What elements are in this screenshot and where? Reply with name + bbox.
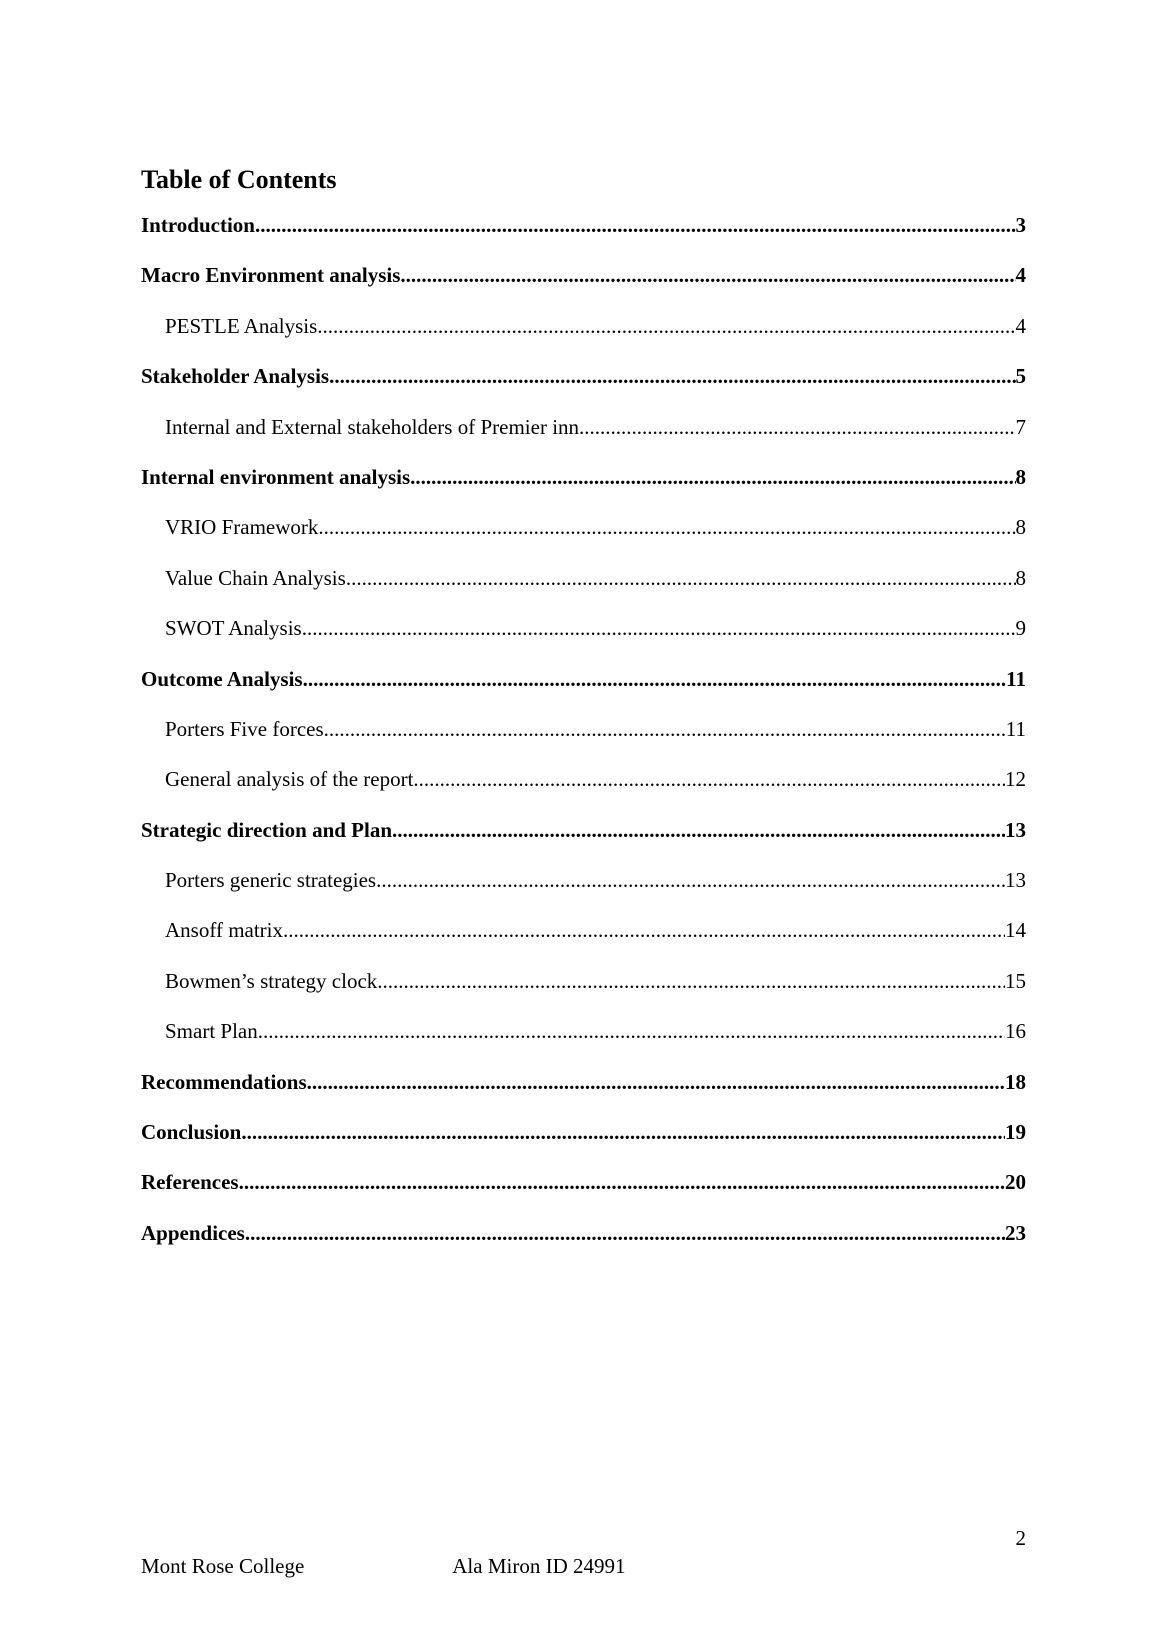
toc-entry-label: VRIO Framework [165, 515, 319, 540]
toc-entry-label: Stakeholder Analysis [141, 364, 330, 389]
toc-dot-leader [400, 259, 1015, 291]
toc-entry[interactable] [141, 259, 1026, 309]
toc-entry-label: Value Chain Analysis [165, 565, 346, 590]
toc-entry[interactable] [141, 1166, 1026, 1216]
toc-entry-page: 13 [1005, 817, 1026, 842]
toc-dot-leader [245, 1217, 1005, 1249]
toc-entry-label: Appendices [141, 1220, 245, 1245]
toc-entry[interactable] [141, 965, 1026, 1015]
toc-entry-label: Macro Environment analysis [141, 263, 401, 288]
toc-entry-page: 8 [1015, 515, 1026, 540]
footer-college: Mont Rose College [141, 1554, 305, 1578]
toc-entry-label: Recommendations [141, 1069, 307, 1094]
toc-dot-leader [413, 763, 1005, 795]
toc-dot-leader [376, 864, 1005, 896]
toc-entry-label: SWOT Analysis [165, 616, 302, 641]
toc-entry-label: Internal environment analysis [141, 464, 411, 489]
toc-entry-page: 7 [1015, 414, 1026, 439]
toc-entry[interactable] [141, 511, 1026, 561]
page-number: 2 [1015, 1526, 1026, 1550]
toc-dot-leader [317, 310, 1015, 342]
toc-entry[interactable] [141, 360, 1026, 410]
toc-dot-leader [258, 1015, 1005, 1047]
toc-entry-page: 9 [1015, 616, 1026, 641]
toc-entry-label: Ansoff matrix [165, 918, 284, 943]
toc-entry[interactable] [141, 713, 1026, 763]
toc-title: Table of Contents [141, 165, 337, 194]
toc-dot-leader [329, 360, 1015, 392]
toc-dot-leader [318, 511, 1015, 543]
page-footer [141, 1552, 625, 1580]
toc-entry[interactable] [141, 562, 1026, 612]
toc-dot-leader [283, 914, 1005, 946]
toc-entries-list [141, 209, 1026, 1267]
toc-dot-leader [392, 814, 1005, 846]
toc-entry-label: Porters Five forces [165, 716, 324, 741]
toc-entry-page: 8 [1015, 565, 1026, 590]
toc-entry[interactable] [141, 612, 1026, 662]
toc-entry[interactable] [141, 209, 1026, 259]
toc-dot-leader [579, 411, 1015, 443]
toc-entry-page: 12 [1005, 767, 1026, 792]
toc-entry-label: Internal and External stakeholders of Premier inn [165, 414, 580, 439]
toc-entry-page: 18 [1005, 1069, 1026, 1094]
toc-entry-label: Porters generic strategies [165, 868, 377, 893]
toc-dot-leader [377, 965, 1005, 997]
footer-author: Ala Miron ID 24991 [452, 1554, 626, 1578]
toc-entry-page: 4 [1015, 263, 1026, 288]
toc-entry-page: 14 [1005, 918, 1026, 943]
toc-entry-page: 15 [1005, 968, 1026, 993]
toc-entry-page: 3 [1015, 213, 1026, 237]
toc-entry-page: 20 [1005, 1170, 1026, 1195]
toc-entry-page: 13 [1005, 868, 1026, 893]
toc-entry-page: 19 [1005, 1120, 1026, 1145]
toc-entry[interactable] [141, 411, 1026, 461]
toc-entry[interactable] [141, 864, 1026, 914]
toc-entry-label: References [141, 1170, 239, 1195]
toc-entry[interactable] [141, 1066, 1026, 1116]
toc-entry[interactable] [141, 1015, 1026, 1065]
toc-entry-page: 5 [1015, 364, 1026, 389]
toc-entry[interactable] [141, 1217, 1026, 1267]
toc-entry-label: Conclusion [141, 1120, 242, 1145]
toc-entry[interactable] [141, 814, 1026, 864]
toc-entry-page: 11 [1006, 666, 1026, 691]
toc-entry[interactable] [141, 1116, 1026, 1166]
toc-dot-leader [303, 663, 1007, 695]
toc-entry-label: General analysis of the report [165, 767, 414, 792]
toc-entry-page: 4 [1015, 313, 1026, 338]
toc-entry-page: 11 [1005, 716, 1026, 741]
toc-entry[interactable] [141, 914, 1026, 964]
toc-entry-page: 23 [1005, 1220, 1026, 1245]
toc-dot-leader [307, 1066, 1005, 1098]
toc-entry-label: PESTLE Analysis [165, 313, 318, 338]
toc-entry-page: 8 [1015, 464, 1026, 489]
toc-dot-leader [346, 562, 1016, 594]
toc-entry[interactable] [141, 663, 1026, 713]
toc-entry-label: Strategic direction and Plan [141, 817, 393, 842]
toc-entry-label: Smart Plan [165, 1019, 258, 1044]
toc-entry[interactable] [141, 310, 1026, 360]
toc-entry[interactable] [141, 461, 1026, 511]
toc-entry-label: Introduction [141, 213, 255, 237]
toc-dot-leader [324, 713, 1006, 745]
toc-dot-leader [410, 461, 1015, 493]
toc-entry-page: 16 [1005, 1019, 1026, 1044]
toc-entry[interactable] [141, 763, 1026, 813]
toc-dot-leader [239, 1166, 1005, 1198]
toc-entry-label: Bowmen’s strategy clock [165, 968, 378, 993]
toc-dot-leader [302, 612, 1016, 644]
toc-dot-leader [241, 1116, 1005, 1148]
toc-dot-leader [255, 209, 1016, 241]
toc-entry-label: Outcome Analysis [141, 666, 303, 691]
